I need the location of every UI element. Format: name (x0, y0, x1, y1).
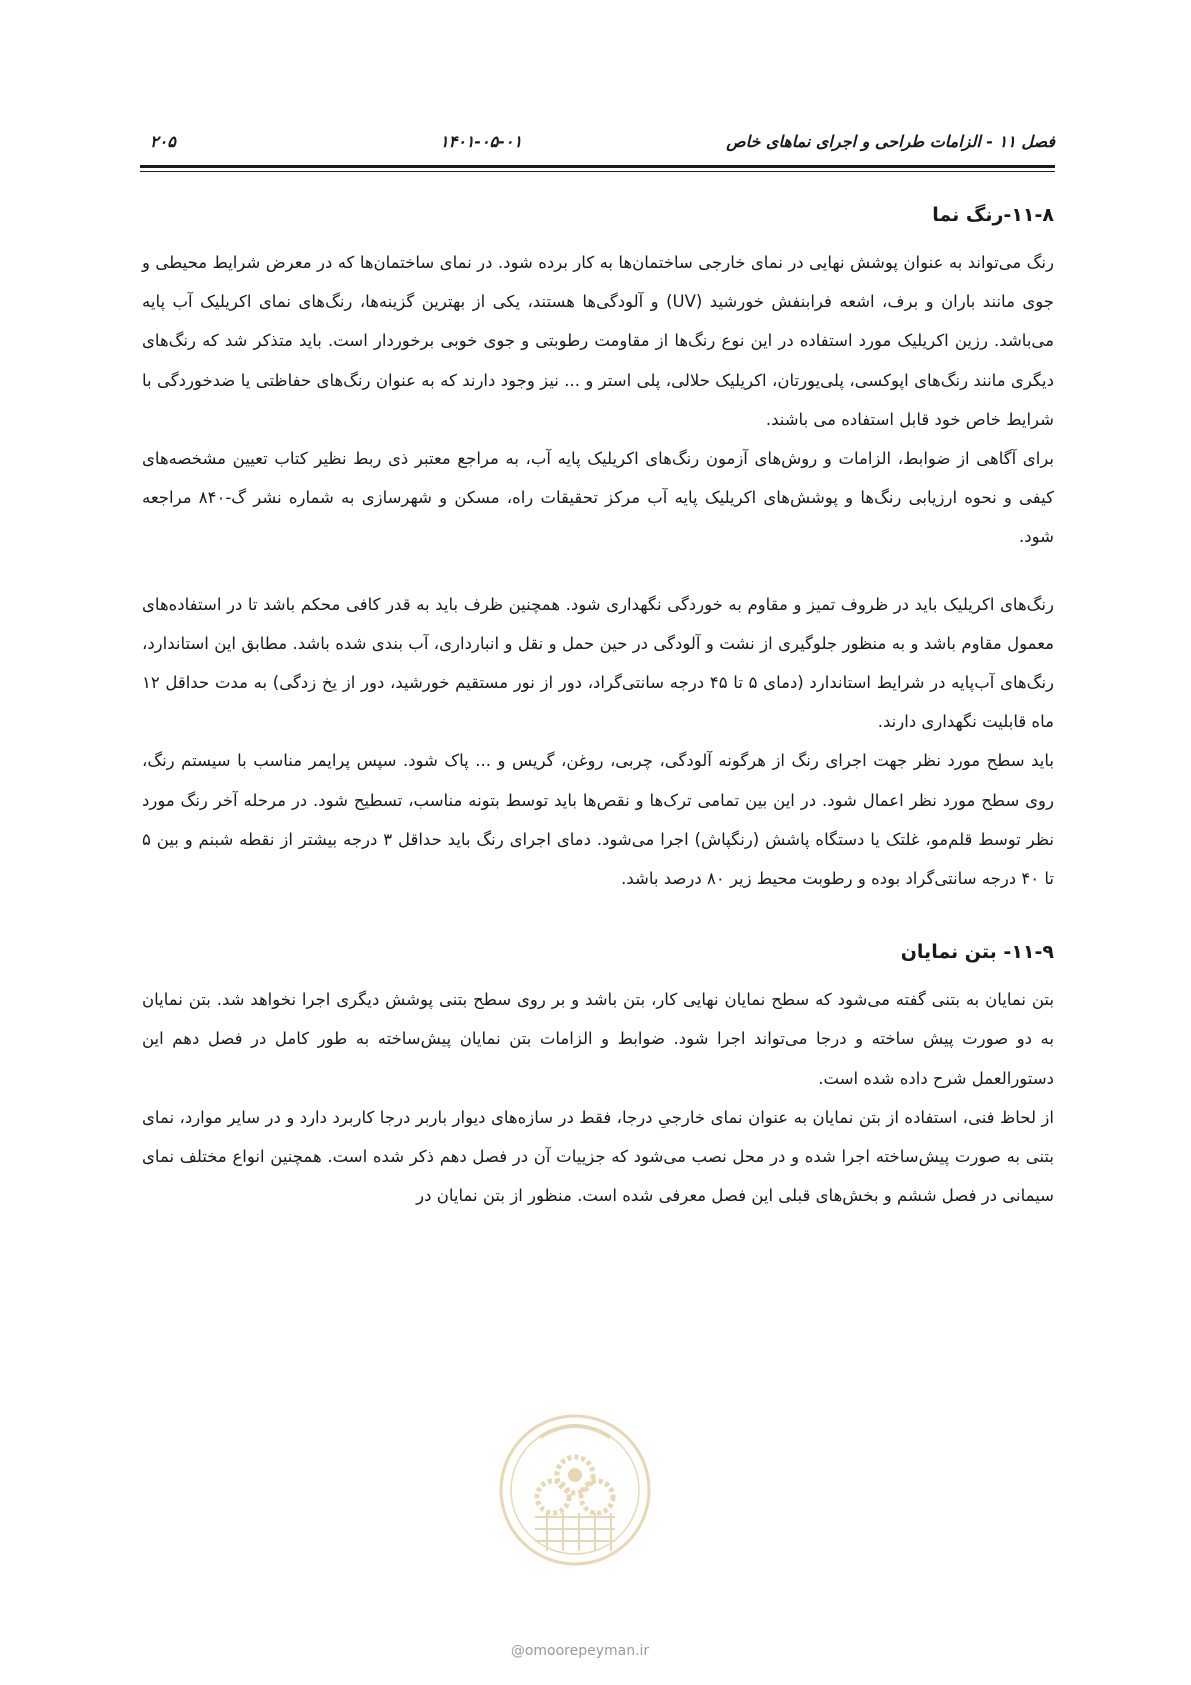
page-number: ۲۰۵ (150, 132, 176, 151)
paragraph: برای آگاهی از ضوابط، الزامات و روش‌های آزمون رنگ‌های اکریلیک پایه آب، به مراجع معتبر ذی ربط نظیر کتاب تعیین مشخصه‌های کیفی و نحوه ارزیابی رنگ‌ها و پوشش‌های اکریلیک پایه آب مرکز تحقیقات راه، مسکن و شهرسازی به شماره نشر گ-۸۴۰ مراجعه شود. (142, 449, 1054, 547)
chapter-title: فصل ۱۱ - الزامات طراحی و اجرای نماهای خاص (726, 132, 1055, 151)
section-heading-11-9: ۱۱-۹- بتن نمایان (900, 941, 1054, 964)
section-heading-11-8: ۱۱-۸-رنگ نما (932, 204, 1054, 226)
paragraph: رنگ می‌تواند به عنوان پوشش نهایی در نمای خارجی ساختمان‌ها به کار برده شود. در نمای ساختمان‌ها که در معرض شرایط محیطی و جوی مانند باران و برف، اشعه فرابنفش خورشید (UV) و آلودگی‌ها هستند، یکی از بهترین گزینه‌ها، رنگ‌های نمای اکریلیک آب پایه می‌باشد. رزین اکریلیک مورد استفاده در این نوع رنگ‌ها از مقاومت رطوبتی و جوی خوبی برخوردار است. باید متذکر شد که رنگ‌های دیگری مانند رنگ‌های اپوکسی، پلی‌یورتان، اکریلیک حلالی، پلی استر و ... نیز وجود دارند که به عنوان رنگ‌های حفاظتی یا ضدخوردگی با شرایط خاص خود قابل استفاده می باشند. (142, 253, 1055, 429)
publisher-seal-icon (495, 1405, 655, 1625)
watermark-text: @omoorepeyman.ir (510, 1643, 650, 1659)
paragraph: از لحاظ فنی، استفاده از بتن نمایان به عنوان نمای خارجیِ درجا، فقط در سازه‌های دیوار باربر درجا کاربرد دارد و در سایر موارد، نمای بتنی به صورت پیش‌ساخته اجرا شده و در محل نصب می‌شود که جزییات آن در فصل دهم ذکر شده است. همچنین انواع مختلف نمای سیمانی در فصل ششم و بخش‌های قبلی این فصل معرفی شده است. منظور از بتن نمایان در (142, 1107, 1054, 1206)
page-body (142, 195, 1054, 1215)
header-rule-thick (140, 165, 1055, 168)
paragraph: رنگ‌های اکریلیک باید در ظروف تمیز و مقاوم به خوردگی نگهداری شود. همچنین ظرف باید به قدر کافی محکم باشد تا در استفاده‌های معمول مقاوم باشد و به منظور جلوگیری از نشت و آلودگی در حین حمل و نقل و انبارداری، آب بندی شده باشد. مطابق این استاندارد، رنگ‌های آب‌پایه در شرایط استاندارد (دمای ۵ تا ۴۵ درجه سانتی‌گراد، دور از نور مستقیم خورشید، دور از یخ زدگی) به مدت حداقل ۱۲ ماه قابلیت نگهداری دارند. (142, 594, 1055, 732)
header-rule-thin (140, 171, 1055, 172)
paragraph: بتن نمایان به بتنی گفته می‌شود که سطح نمایان نهایی کار، بتن باشد و بر روی سطح بتنی پوشش دیگری اجرا نخواهد شد. بتن نمایان به دو صورت پیش ساخته و درجا می‌تواند اجرا شود. ضوابط و الزامات بتن نمایان پیش‌ساخته به طور کامل در فصل دهم این دستورالعمل شرح داده شده است. (142, 990, 1054, 1088)
paragraph: باید سطح مورد نظر جهت اجرای رنگ از هرگونه آلودگی، چربی، روغن، گریس و ... پاک شود. سپس پرایمر مناسب با سیستم رنگ، روی سطح مورد نظر اعمال شود. در این بین تمامی ترک‌ها و نقص‌ها باید توسط بتونه مناسب، تسطیح شود. در مرحله آخر رنگ مورد نظر توسط قلم‌مو، غلتک یا دستگاه پاشش (رنگپاش) اجرا می‌شود. دمای اجرای رنگ باید حداقل ۳ درجه بیشتر از نقطه شبنم و بین ۵ تا ۴۰ درجه سانتی‌گراد بوده و رطوبت محیط زیر ۸۰ درصد باشد. (142, 751, 1054, 889)
page-header (140, 128, 1055, 160)
header-date: ۱۴۰۱-۰۵-۰۱ (440, 132, 523, 151)
